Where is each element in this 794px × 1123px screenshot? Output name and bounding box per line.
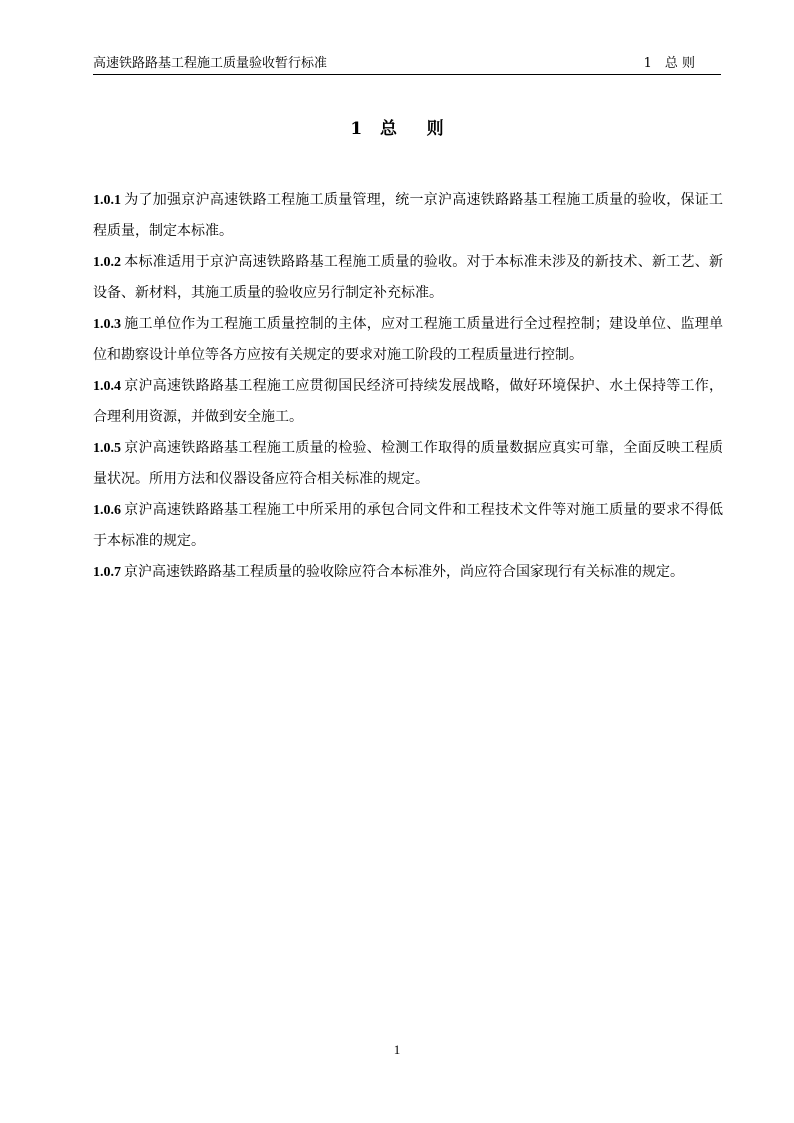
page-number: 1 [393, 1042, 401, 1057]
clause-number: 1.0.3 [93, 317, 121, 332]
clause-text: 京沪高速铁路路基工程施工中所采用的承包合同文件和工程技术文件等对施工质量的要求不得低于本标准的规定。 [93, 502, 723, 549]
clause-number: 1.0.1 [93, 193, 121, 208]
clause-text: 为了加强京沪高速铁路工程施工质量管理，统一京沪高速铁路路基工程施工质量的验收，保证工程质量，制定本标准。 [93, 192, 723, 239]
clause-text: 京沪高速铁路路基工程施工质量的检验、检测工作取得的质量数据应真实可靠，全面反映工程质量状况。所用方法和仪器设备应符合相关标准的规定。 [93, 440, 723, 487]
clause-1-0-6 [93, 495, 723, 557]
clause-text: 京沪高速铁路路基工程施工应贯彻国民经济可持续发展战略，做好环境保护、水土保持等工作，合理利用资源，并做到安全施工。 [93, 378, 723, 425]
clause-1-0-2 [93, 247, 723, 309]
clause-number: 1.0.2 [93, 255, 121, 270]
header-chapter-label: 1 总 则 [643, 56, 695, 71]
chapter-title: 1 总 则 [350, 119, 444, 139]
clause-1-0-5 [93, 433, 723, 495]
clause-1-0-1 [93, 185, 723, 247]
clause-1-0-4 [93, 371, 723, 433]
clause-number: 1.0.7 [93, 565, 121, 580]
page-header [93, 56, 721, 75]
clause-text: 本标准适用于京沪高速铁路路基工程施工质量的验收。对于本标准未涉及的新技术、新工艺、新设备、新材料，其施工质量的验收应另行制定补充标准。 [93, 254, 723, 301]
header-document-title: 高速铁路路基工程施工质量验收暂行标准 [93, 56, 328, 71]
clause-number: 1.0.4 [93, 379, 121, 394]
clause-number: 1.0.5 [93, 441, 121, 456]
document-body [93, 185, 723, 588]
clause-1-0-3 [93, 309, 723, 371]
clause-text: 京沪高速铁路路基工程质量的验收除应符合本标准外，尚应符合国家现行有关标准的规定。 [124, 564, 684, 580]
clause-1-0-7 [93, 557, 723, 588]
clause-number: 1.0.6 [93, 503, 121, 518]
clause-text: 施工单位作为工程施工质量控制的主体，应对工程施工质量进行全过程控制；建设单位、监理单位和勘察设计单位等各方应按有关规定的要求对施工阶段的工程质量进行控制。 [93, 316, 723, 363]
